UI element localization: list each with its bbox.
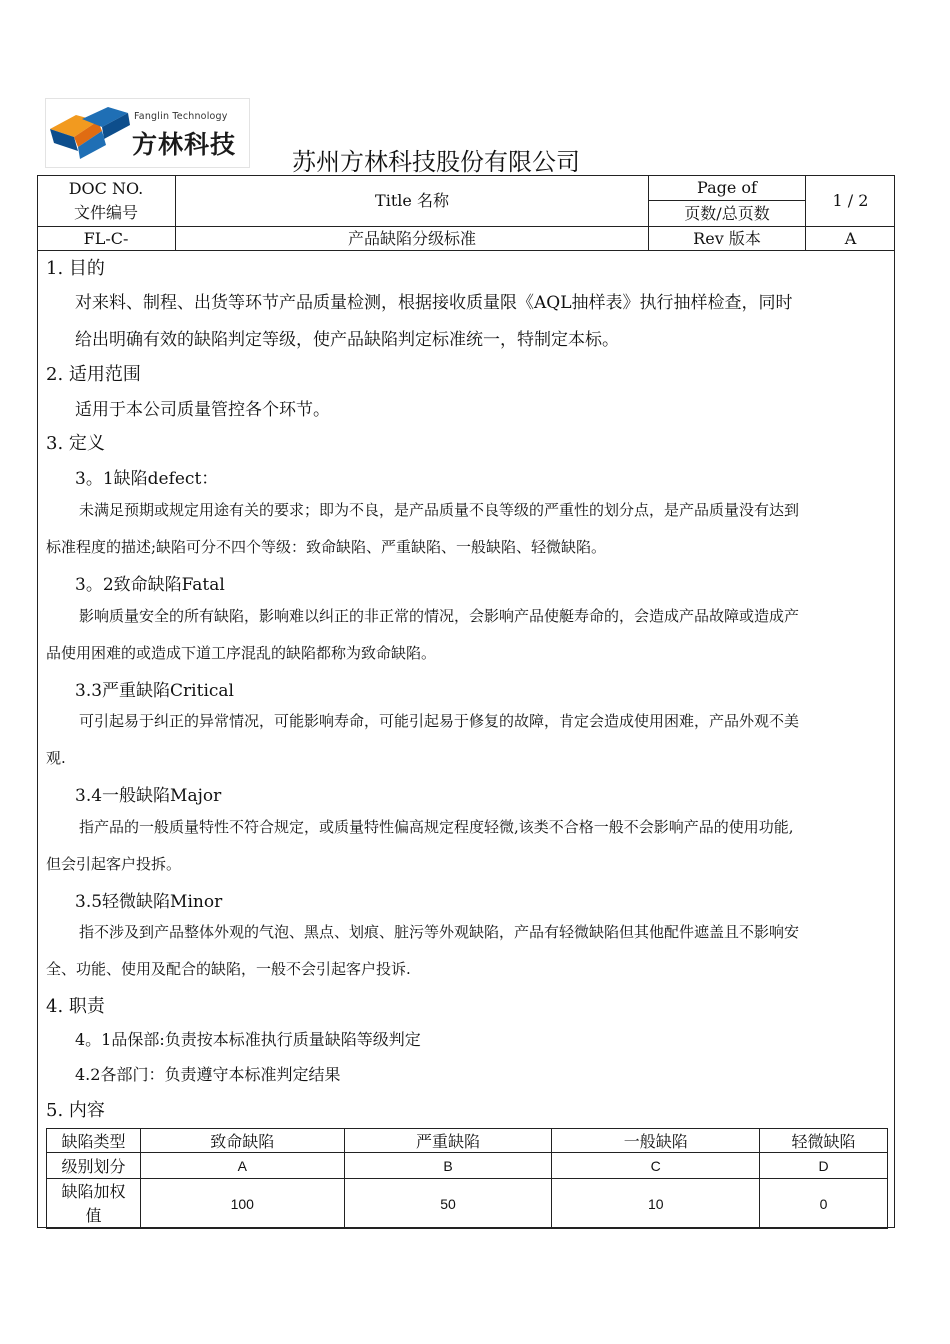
section-3-3-heading: 3.3严重缺陷Critical bbox=[75, 681, 234, 701]
company-logo bbox=[45, 98, 250, 168]
grade-cell: A bbox=[140, 1153, 344, 1179]
title-label: Title 名称 bbox=[375, 190, 449, 210]
rev-value: A bbox=[844, 228, 857, 248]
page-label-cn: 页数/总页数 bbox=[684, 203, 770, 223]
weight-cell: 10 bbox=[552, 1179, 760, 1229]
logo-text-cn: 方林科技 bbox=[132, 130, 237, 159]
table-row bbox=[47, 1179, 888, 1229]
table-header-cell: 致命缺陷 bbox=[140, 1129, 344, 1153]
grade-cell: B bbox=[344, 1153, 552, 1179]
section-3-heading: 3. 定义 bbox=[46, 433, 105, 454]
title-label-cell bbox=[176, 175, 649, 227]
section-3-5-text-line-1: 指不涉及到产品整体外观的气泡、黑点、划痕、脏污等外观缺陷，产品有轻微缺陷但其他配件遮盖且不影响安 bbox=[79, 923, 800, 941]
title-value-cell bbox=[176, 227, 649, 251]
section-3-2-text-line-1: 影响质量安全的所有缺陷，影响难以纠正的非正常的情况，会影响产品使艇寿命的，会造成产品故障或造成产 bbox=[79, 607, 800, 625]
section-3-5-text-line-2: 全、功能、使用及配合的缺陷，一般不会引起客户投诉. bbox=[46, 960, 411, 978]
section-3-4-text-line-2: 但会引起客户投拆。 bbox=[46, 855, 182, 873]
logo-text-en: Fanglin Technology bbox=[134, 111, 228, 122]
section-3-1-heading: 3。1缺陷defect： bbox=[75, 469, 219, 489]
weight-label-line-2: 值 bbox=[85, 1205, 102, 1225]
section-3-1-text-line-1: 未满足预期或规定用途有关的要求；即为不良，是产品质量不良等级的严重性的划分点，是产品质量没有达到 bbox=[79, 501, 800, 519]
company-name: 苏州方林科技股份有限公司 bbox=[292, 148, 580, 176]
page-label-cn-cell bbox=[649, 201, 806, 227]
grade-label-cell: 级别划分 bbox=[47, 1153, 141, 1179]
section-2-text: 适用于本公司质量管控各个环节。 bbox=[75, 400, 330, 420]
doc-no-label-cell bbox=[37, 175, 176, 227]
page-label-en-cell bbox=[649, 175, 806, 201]
weight-label-line-1: 缺陷加权 bbox=[61, 1181, 126, 1201]
grade-cell: D bbox=[760, 1153, 888, 1179]
section-4-2-text: 4.2各部门：负责遵守本标准判定结果 bbox=[75, 1065, 341, 1084]
doc-no-label-en: DOC NO. bbox=[68, 178, 144, 198]
page-value: 1 / 2 bbox=[832, 190, 869, 210]
table-header-cell: 一般缺陷 bbox=[552, 1129, 760, 1153]
weight-label-cell bbox=[47, 1179, 141, 1229]
section-4-1-text: 4。1品保部:负责按本标准执行质量缺陷等级判定 bbox=[75, 1030, 421, 1049]
section-3-3-text-line-2: 观. bbox=[46, 749, 66, 767]
section-1-heading: 1. 目的 bbox=[46, 258, 105, 279]
doc-no-value: FL-C- bbox=[83, 228, 129, 248]
defect-grade-table bbox=[46, 1128, 888, 1229]
table-header-cell: 严重缺陷 bbox=[344, 1129, 552, 1153]
section-3-4-heading: 3.4一般缺陷Major bbox=[75, 786, 222, 806]
logo-mark-icon bbox=[46, 99, 136, 167]
weight-cell: 100 bbox=[140, 1179, 344, 1229]
rev-value-cell bbox=[806, 227, 895, 251]
section-4-heading: 4. 职责 bbox=[46, 996, 105, 1017]
title-value: 产品缺陷分级标准 bbox=[347, 228, 476, 248]
table-header-cell: 轻微缺陷 bbox=[760, 1129, 888, 1153]
weight-cell: 0 bbox=[760, 1179, 888, 1229]
section-2-heading: 2. 适用范围 bbox=[46, 364, 141, 385]
table-header-cell: 缺陷类型 bbox=[47, 1129, 141, 1153]
table-header-row bbox=[47, 1129, 888, 1153]
section-1-text-line-1: 对来料、制程、出货等环节产品质量检测，根据接收质量限《AQL抽样表》执行抽样检查，同时 bbox=[75, 293, 793, 313]
rev-label-cell bbox=[649, 227, 806, 251]
section-1-text-line-2: 给出明确有效的缺陷判定等级，使产品缺陷判定标准统一，特制定本标。 bbox=[75, 330, 619, 350]
section-3-2-text-line-2: 品使用困难的或造成下道工序混乱的缺陷都称为致命缺陷。 bbox=[46, 644, 437, 662]
doc-no-value-cell bbox=[37, 227, 176, 251]
section-3-4-text-line-1: 指产品的一般质量特性不符合规定，或质量特性偏高规定程度轻微,该类不合格一般不会影响产品的使用功能, bbox=[79, 818, 794, 836]
section-3-5-heading: 3.5轻微缺陷Minor bbox=[75, 892, 223, 912]
section-5-heading: 5. 内容 bbox=[46, 1100, 105, 1121]
section-3-3-text-line-1: 可引起易于纠正的异常情况，可能影响寿命，可能引起易于修复的故障，肯定会造成使用困难，产品外观不美 bbox=[79, 712, 800, 730]
grade-cell: C bbox=[552, 1153, 760, 1179]
section-3-2-heading: 3。2致命缺陷Fatal bbox=[75, 575, 225, 595]
doc-no-label-cn: 文件编号 bbox=[73, 202, 138, 222]
rev-label: Rev 版本 bbox=[693, 228, 761, 248]
table-row bbox=[47, 1153, 888, 1179]
page-label-en: Page of bbox=[697, 177, 757, 197]
page-value-cell bbox=[806, 175, 895, 227]
weight-cell: 50 bbox=[344, 1179, 552, 1229]
section-3-1-text-line-2: 标准程度的描述;缺陷可分不四个等级：致命缺陷、严重缺陷、一般缺陷、轻微缺陷。 bbox=[46, 538, 607, 556]
